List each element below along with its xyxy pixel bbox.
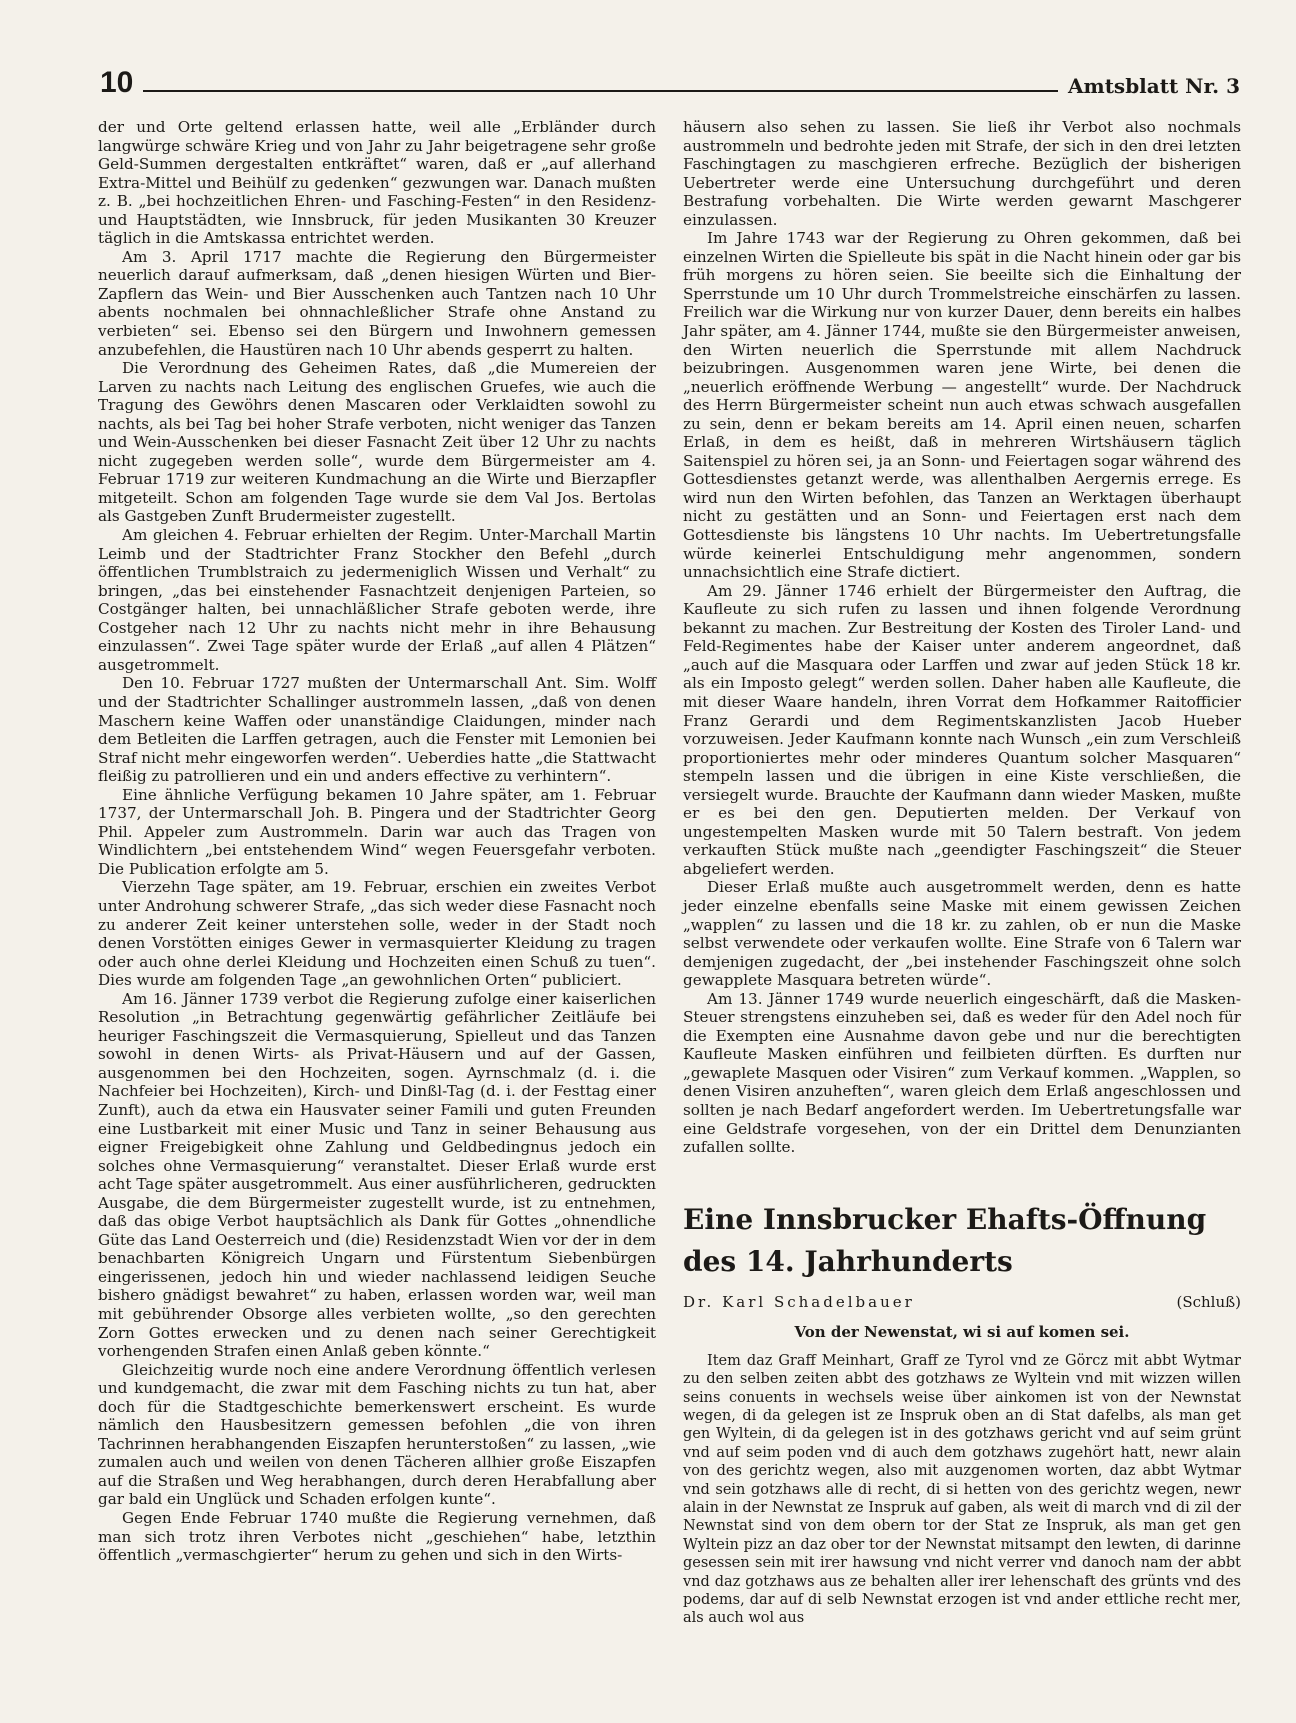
article-byline <box>683 1293 1241 1312</box>
paragraph: Gegen Ende Februar 1740 mußte die Regierung vernehmen, daß man sich trotz ihren Verbotes nicht „geschiehen“ habe, letzthin öffentlich „vermaschgierter“ herum zu gehen und sich in den Wirts- <box>98 1509 656 1565</box>
article-title: Eine Innsbrucker Ehafts-Öffnung des 14. Jahrhunderts <box>683 1202 1207 1278</box>
paragraph: Am 29. Jänner 1746 erhielt der Bürgermeister den Auftrag, die Kaufleute zu sich rufen zu lassen und ihnen folgende Verordnung bekannt zu machen. Zur Bestreitung der Kosten des Tiroler Land- und Feld-Regimentes habe der Kaiser unter anderem angeordnet, daß „auch auf die Masquara oder Larffen und zwar auf jeden Stück 18 kr. als ein Imposto gelegt“ werden sollen. Daher haben alle Kaufleute, die mit dieser Waare handeln, ihren Vorrat dem Hofkammer Raitofficier Franz Gerardi und dem Regimentskanzlisten Jacob Hueber vorzuweisen. Jeder Kaufmann konnte nach Wunsch „ein zum Verschleiß proportioniertes mehr oder minderes Quantum solcher Masquaren“ stempeln lassen und die übrigen in eine Kiste verschließen, die versiegelt wurde. Brauchte der Kaufmann dann wieder Masken, mußte er es bei den gen. Deputierten melden. Der Verkauf von ungestempelten Masken wurde mit 50 Talern bestraft. Von jedem verkauften Stück mußte nach „geendigter Faschingszeit“ die Steuer abgeliefert werden. <box>683 581 1241 878</box>
paragraph: häusern also sehen zu lassen. Sie ließ ihr Verbot also nochmals austrommeln und bedrohte jeden mit Strafe, der sich in den drei letzten Faschingtagen zu maschgieren erfreche. Bezüglich der bisherigen Uebertreter werde eine Untersuchung durchgeführt und deren Bestrafung vorbehalten. Die Wirte werden gewarnt Maschgerer einzulassen. <box>683 118 1241 229</box>
paragraph: Am gleichen 4. Februar erhielten der Regim. Unter-Marchall Martin Leimb und der Stadtrichter Franz Stockher den Befehl „durch öffentlichen Trumblstraich zu jedermeniglich Wissen und Verhalt“ zu bringen, „das bei einstehender Fasnachtzeit denjenigen Parteien, so Costgänger halten, bei unnachläßlicher Strafe geboten werde, ihre Costgeher nach 12 Uhr zu nachts nicht mehr in ihre Behausung einzulassen“. Zwei Tage später wurde der Erlaß „auf allen 4 Plätzen“ ausgetrommelt. <box>98 526 656 674</box>
left-column <box>98 118 656 1565</box>
paragraph: Vierzehn Tage später, am 19. Februar, erschien ein zweites Verbot unter Androhung schwerer Strafe, „das sich weder diese Fasnacht noch zu anderer Zeit keiner unterstehen solle, weder in der Stadt noch denen Vorstötten einiges Gewer in vermasquierter Kleidung zu tragen oder auch ohne derlei Kleidung und Hochzeiten einen Schuß zu tuen“. Dies wurde am folgenden Tage „an gewohnlichen Orten“ publiciert. <box>98 878 656 990</box>
publication-name: Amtsblatt Nr. 3 <box>1068 74 1240 98</box>
page-header <box>100 62 1240 98</box>
article-body: Item daz Graff Meinhart, Graff ze Tyrol vnd ze Görcz mit abbt Wytmar zu den selben zeiten abbt des gotzhaws ze Wyltein vnd mit wizzen willen seins conuents in wechsels weise über ainkomen ist von der Newnstat wegen, di da gelegen ist ze Inspruk oben an di Stat dafelbs, als man get gen Wyltein, di da gelegen ist in des gotzhaws gericht vnd auf seim grünt vnd auf seim poden vnd di auch dem gotzhaws zugehört hatt, newr alain von des gerichtz wegen, also mit auzgenomen worten, daz abbt Wytmar vnd sein gotzhaws alle di recht, di si hetten von des gerichtz wegen, newr alain in der Newnstat ze Inspruk auf gaben, als weit di march vnd di zil der Newnstat sind von dem obern tor der Stat ze Inspruk, als man get gen Wyltein pizz an daz ober tor der Newnstat mitsampt den lewten, di darinne gesessen sein mit irer hawsung vnd nicht verrer vnd danoch nam der abbt vnd daz gotzhaws aus ze behalten aller irer lehenschaft des grünts vnd des podems, dar auf di selb Newnstat erzogen ist vnd ander ettliche recht mer, als auch wol aus <box>683 1352 1241 1627</box>
right-column <box>683 118 1241 1628</box>
article-subheading: Von der Newenstat, wi si auf komen sei. <box>794 1323 1130 1342</box>
article-continuation-note: (Schluß) <box>1176 1292 1241 1311</box>
header-rule <box>143 90 1058 92</box>
paragraph: Am 16. Jänner 1739 verbot die Regierung zufolge einer kaiserlichen Resolution „in Betrachtung gegenwärtig gefährlicher Zeitläufe bei heuriger Faschingszeit die Vermasquierung, Spielleut und das Tanzen sowohl in denen Wirts- als Privat-Häusern und auf der Gassen, ausgenommen bei den Hochzeiten, sogen. Ayrnschmalz (d. i. die Nachfeier bei Hochzeiten), Kirch- und Dinßl-Tag (d. i. der Festtag einer Zunft), auch da etwa ein Hausvater seiner Famili und guten Freunden eine Lustbarkeit mit einer Music und Tanz in seiner Behausung aus eigner Freigebigkeit ohne Zahlung und Geldbedingnus jedoch ein solches ohne Vermasquierung“ veranstaltet. Dieser Erlaß wurde erst acht Tage später ausgetrommelt. Aus einer ausführlicheren, gedruckten Ausgabe, die dem Bürgermeister zugestellt wurde, ist zu entnehmen, daß das obige Verbot hauptsächlich als Dank für Gottes „ohnendliche Güte das Land Oesterreich und (die) Residenzstadt Wien vor der in dem benachbarten Königreich Ungarn und Fürstentum Siebenbürgen eingerissenen, jedoch hin und wieder nachlassend leidigen Seuche bishero gnädigst bewahret“ zu haben, erlassen worden war, weil man mit gebührender Obsorge alles verbieten wollte, „so den gerechten Zorn Gottes erwecken und zu denen nach seiner Gerechtigkeit vorhengenden Strafen einen Anlaß geben könnte.“ <box>98 989 656 1361</box>
paragraph: der und Orte geltend erlassen hatte, weil alle „Erbländer durch langwürge schwäre Krieg und von Jahr zu Jahr beigetragene sehr große Geld-Summen dergestalten entkräftet“ waren, daß er „auf allerhand Extra-Mittel und Beihülf zu gedenken“ gezwungen war. Danach mußten z. B. „bei hochzeitlichen Ehren- und Fasching-Festen“ in den Residenz- und Hauptstädten, wie Innsbruck, für jeden Musikanten 30 Kreuzer täglich in die Amtskassa entrichtet werden. <box>98 118 656 248</box>
paragraph: Am 13. Jänner 1749 wurde neuerlich eingeschärft, daß die Masken-Steuer strengstens einzuheben sei, daß es weder für den Adel noch für die Exempten eine Ausnahme davon gebe und nur die berechtigten Kaufleute Masken einführen und feilbieten dürften. Es durften nur „gewaplete Masquen oder Visiren“ zum Verkauf kommen. „Wapplen, so denen Visiren anzuheften“, waren gleich dem Erlaß angeschlossen und sollten je nach Bedarf angefordert werden. Im Uebertretungsfalle war eine Geldstrafe vorgesehen, von der ein Drittel dem Denunzianten zufallen sollte. <box>683 989 1241 1157</box>
paragraph: Gleichzeitig wurde noch eine andere Verordnung öffentlich verlesen und kundgemacht, die zwar mit dem Fasching nichts zu tun hat, aber doch für die Stadtgeschichte bemerkenswert erscheint. Es wurde nämlich den Hausbesitzern gemessen befohlen „die von ihren Tachrinnen herabhangenden Eiszapfen herunterstoßen“ zu lassen, „wie zumalen auch und weilen von denen Tächeren allhier große Eiszapfen auf die Straßen und Weg herabhangen, durch deren Herabfallung aber gar bald ein Unglück und Schaden erfolgen kunte“. <box>98 1360 656 1509</box>
article-author: Dr. Karl Schadelbauer <box>683 1292 915 1311</box>
paragraph: Dieser Erlaß mußte auch ausgetrommelt werden, denn es hatte jeder einzelne ebenfalls seine Maske mit einem gewissen Zeichen „wapplen“ zu lassen und die 18 kr. zu zahlen, ob er nun die Maske selbst verwendete oder verkaufen wollte. Eine Strafe von 6 Talern war demjenigen zugedacht, der „bei instehender Faschingszeit ohne solch gewapplete Masquara betreten würde“. <box>683 878 1241 990</box>
paragraph: Die Verordnung des Geheimen Rates, daß „die Mumereien der Larven zu nachts nach Leitung des englischen Gruefes, wie auch die Tragung des Gewöhrs denen Mascaren oder Verklaidten sowohl zu nachts, als bei Tag bei hoher Strafe verboten, nicht weniger das Tanzen und Wein-Ausschenken bei dieser Fasnacht Zeit über 12 Uhr zu nachts nicht zugegeben werden solle“, wurde dem Bürgermeister am 4. Februar 1719 zur weiteren Kundmachung an die Wirte und Bierzapfler mitgeteilt. Schon am folgenden Tage wurde sie dem Val Jos. Bertolas als Gastgeben Zunft Brudermeister zugestellt. <box>98 359 656 526</box>
paragraph: Den 10. Februar 1727 mußten der Untermarschall Ant. Sim. Wolff und der Stadtrichter Schallinger austrommeln lassen, „daß von denen Maschern keine Waffen oder unanständige Claidungen, minder nach dem Betleiten die Larffen getragen, auch die Fenster mit Lemonien bei Straf nicht mehr eingeworfen werden“. Ueberdies hatte „die Stattwacht fleißig zu patrollieren und ein und anders effective zu verhintern“. <box>98 674 656 786</box>
paragraph: Am 3. April 1717 machte die Regierung den Bürgermeister neuerlich darauf aufmerksam, daß „denen hiesigen Würten und Bier-Zapflern das Wein- und Bier Ausschenken auch Tantzen nach 10 Uhr abents nochmalen bei ohnnachleßlicher Strafe ohne Anstand zu verbieten“ sei. Ebenso sei den Bürgern und Inwohnern gemessen anzubefehlen, die Haustüren nach 10 Uhr abends gesperrt zu halten. <box>98 247 656 359</box>
paragraph: Im Jahre 1743 war der Regierung zu Ohren gekommen, daß bei einzelnen Wirten die Spielleute bis spät in die Nacht hinein oder gar bis früh morgens zu hören seien. Sie beeilte sich die Einhaltung der Sperrstunde um 10 Uhr durch Trommelstreiche einschärfen zu lassen. Freilich war die Wirkung nur von kurzer Dauer, denn bereits ein halbes Jahr später, am 4. Jänner 1744, mußte sie den Bürgermeister anweisen, den Wirten neuerlich die Sperrstunde mit allem Nachdruck beizubringen. Ausgenommen waren jene Wirte, bei denen die „neuerlich eröffnende Werbung — angestellt“ wurde. Der Nachdruck des Herrn Bürgermeister scheint nun auch etwas schwach ausgefallen zu sein, denn er bekam bereits am 14. April einen neuen, scharfen Erlaß, in dem es heißt, daß in mehreren Wirtshäusern täglich Saitenspiel zu hören sei, ja an Sonn- und Feiertagen sogar während des Gottesdienstes getanzt werde, was allenthalben Aergernis errege. Es wird nun den Wirten befohlen, das Tanzen an Werktagen überhaupt nicht zu gestätten und an Sonn- und Feiertagen erst nach dem Gottesdienste bis längstens 10 Uhr nachts. Im Uebertretungsfalle würde keinerlei Entschuldigung mehr angenommen, sondern unnachsichtlich eine Strafe dictiert. <box>683 229 1241 582</box>
paragraph: Eine ähnliche Verfügung bekamen 10 Jahre später, am 1. Februar 1737, der Untermarschall Joh. B. Pingera und der Stadtrichter Georg Phil. Appeler zum Austrommeln. Darin war auch das Tragen von Windlichtern „bei entstehendem Wind“ wegen Feuersgefahr verboten. Die Publication erfolgte am 5. <box>98 785 656 878</box>
page-number: 10 <box>100 66 134 99</box>
